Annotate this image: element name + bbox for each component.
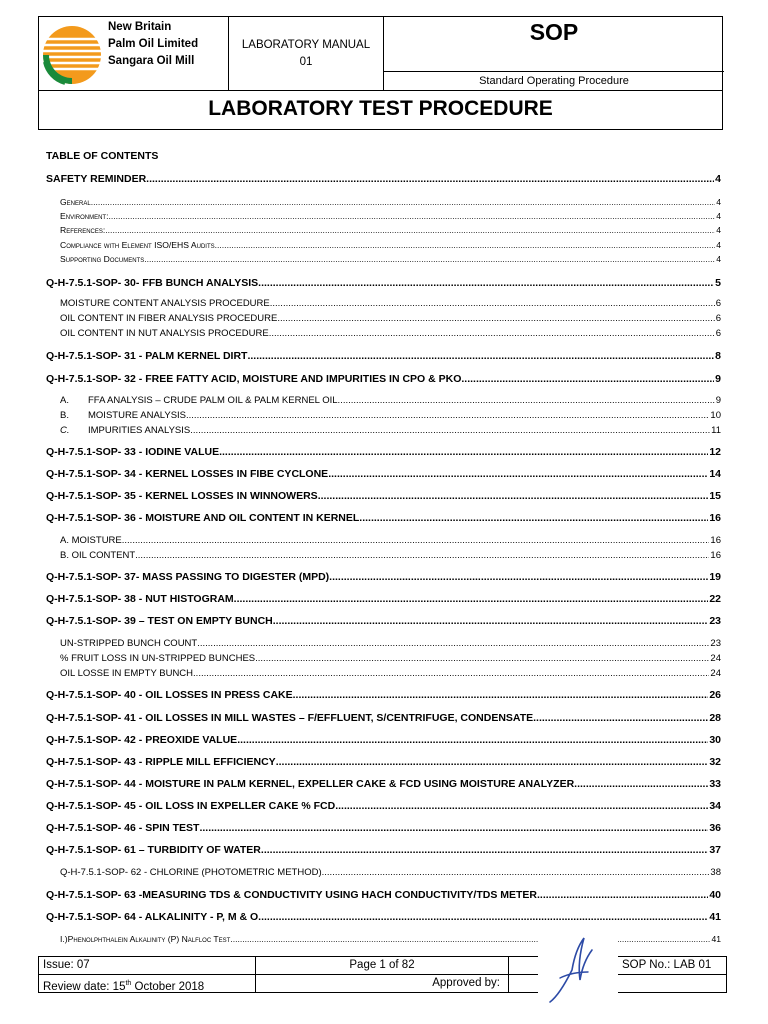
toc-entry[interactable] (46, 755, 721, 769)
toc-entry-label: Q-H-7.5.1-SOP- 34 - KERNEL LOSSES IN FIBE CYCLONE (46, 468, 329, 480)
company-line-2: Palm Oil Limited (108, 38, 199, 50)
review-date-prefix: Review date: 15 (43, 980, 126, 993)
toc-entry-page: 24 (710, 653, 721, 664)
toc-entry[interactable] (46, 688, 721, 702)
toc-entry[interactable] (60, 210, 721, 222)
toc-entry-page: 36 (709, 822, 721, 834)
toc-entry-page: 22 (709, 593, 721, 605)
toc-entry-label: Q-H-7.5.1-SOP- 41 - OIL LOSSES IN MILL WASTES – F/EFFLUENT, S/CENTRIFUGE, CONDENSATE (46, 712, 534, 724)
toc-entry-marker: C. (60, 425, 70, 436)
toc-entry-label: SAFETY REMINDER (46, 173, 147, 185)
toc-entry[interactable] (60, 667, 721, 680)
toc-entry[interactable] (46, 910, 721, 924)
toc-entry-label: Q-H-7.5.1-SOP- 38 - NUT HISTOGRAM (46, 593, 234, 605)
toc-entry[interactable] (60, 239, 721, 251)
toc-entry-label: Q-H-7.5.1-SOP- 44 - MOISTURE IN PALM KERNEL, EXPELLER CAKE & FCD USING MOISTURE ANALYZER (46, 778, 575, 790)
toc-entry[interactable] (46, 276, 721, 290)
toc-entry-label: Q-H-7.5.1-SOP- 30- FFB BUNCH ANALYSIS (46, 277, 259, 289)
page-number-cell: Page 1 of 82 (255, 956, 509, 975)
toc-entry[interactable] (46, 843, 721, 857)
toc-entry[interactable] (46, 799, 721, 813)
toc-entry-page: 37 (709, 844, 721, 856)
toc-entry-label: Q-H-7.5.1-SOP- 63 -MEASURING TDS & CONDUCTIVITY USING HACH CONDUCTIVITY/TDS METER (46, 889, 538, 901)
toc-entry-page: 6 (715, 313, 721, 324)
toc-entry-label: Q-H-7.5.1-SOP- 35 - KERNEL LOSSES IN WINNOWERS (46, 490, 318, 502)
toc-entry-label: A. MOISTURE (60, 535, 122, 546)
company-logo (39, 22, 105, 88)
blank-cell-bottom (617, 974, 727, 993)
toc-entry-page: 40 (709, 889, 721, 901)
toc-entry-page: 16 (709, 512, 721, 524)
toc-entry-page: 4 (716, 225, 721, 235)
toc-entry-page: 30 (709, 734, 721, 746)
toc-entry-label: Q-H-7.5.1-SOP- 39 – TEST ON EMPTY BUNCH (46, 615, 273, 627)
toc-entry-label: Environment: (60, 211, 109, 221)
approved-by-cell: Approved by: (255, 974, 509, 993)
toc-entry-marker: B. (60, 410, 69, 421)
toc-entry-page: 24 (710, 668, 721, 679)
toc-entry[interactable] (46, 821, 721, 835)
toc-entry-page: 6 (715, 298, 721, 309)
toc-entry-page: 4 (716, 254, 721, 264)
toc-entry-page: 41 (711, 934, 721, 944)
toc-entry-page: 11 (711, 425, 721, 436)
toc-entry-page: 5 (715, 277, 721, 289)
toc-entry-page: 4 (715, 173, 721, 185)
toc-entry-label: Q-H-7.5.1-SOP- 64 - ALKALINITY - P, M & O (46, 911, 259, 923)
review-date-sup: th (125, 980, 132, 987)
toc-entry-page: 26 (709, 689, 721, 701)
toc-entry-page: 34 (709, 800, 721, 812)
document-header (38, 16, 723, 130)
toc-entry-page: 4 (716, 240, 721, 250)
toc-entry-label: References: (60, 225, 106, 235)
toc-entry[interactable] (46, 614, 721, 628)
toc-entry-label: Q-H-7.5.1-SOP- 32 - FREE FATTY ACID, MOISTURE AND IMPURITIES IN CPO & PKO (46, 373, 462, 385)
toc-entry-label: Q-H-7.5.1-SOP- 61 – TURBIDITY OF WATER (46, 844, 261, 856)
toc-entry-label: Q-H-7.5.1-SOP- 36 - MOISTURE AND OIL CONTENT IN KERNEL (46, 512, 360, 524)
toc-entry-page: 4 (716, 197, 721, 207)
sop-number-cell: SOP No.: LAB 01 (617, 956, 727, 975)
toc-entry-label: OIL CONTENT IN NUT ANALYSIS PROCEDURE (60, 328, 269, 339)
toc-entry[interactable] (60, 327, 721, 340)
toc-entry-label: Q-H-7.5.1-SOP- 37- MASS PASSING TO DIGESTER (MPD) (46, 571, 330, 583)
toc-entry[interactable] (46, 888, 721, 902)
company-line-3: Sangara Oil Mill (108, 55, 195, 67)
toc-entry-page: 16 (710, 550, 721, 561)
toc-entry[interactable] (60, 409, 721, 422)
toc-entry-label: MOISTURE ANALYSIS (88, 410, 187, 421)
toc-entry[interactable] (46, 467, 721, 481)
sop-heading: SOP (384, 17, 724, 72)
toc-entry[interactable] (60, 866, 721, 879)
company-line-1: New Britain (108, 21, 172, 33)
toc-entry[interactable] (60, 224, 721, 236)
manual-number: 01 (299, 55, 313, 68)
toc-entry-label: Q-H-7.5.1-SOP- 43 - RIPPLE MILL EFFICIENCY (46, 756, 276, 768)
toc-entry-label: Q-H-7.5.1-SOP- 40 - OIL LOSSES IN PRESS CAKE (46, 689, 293, 701)
toc-entry-marker: A. (60, 395, 69, 406)
toc-entry-label: Q-H-7.5.1-SOP- 31 - PALM KERNEL DIRT (46, 350, 248, 362)
toc-entry[interactable] (60, 394, 721, 407)
toc-entry[interactable] (46, 733, 721, 747)
toc-entry-page: 32 (709, 756, 721, 768)
toc-entry-label: OIL LOSSE IN EMPTY BUNCH (60, 668, 194, 679)
toc-title: TABLE OF CONTENTS (46, 150, 159, 162)
toc-entry-label: UN-STRIPPED BUNCH COUNT (60, 638, 198, 649)
toc-entry-page: 12 (709, 446, 721, 458)
toc-entry-label: I.)Phenolphthalein Alkalinity (P) Nalfloc Test (60, 934, 231, 944)
toc-entry-label: % FRUIT LOSS IN UN-STRIPPED BUNCHES (60, 653, 256, 664)
toc-entry-label: IMPURITIES ANALYSIS (88, 425, 191, 436)
toc-entry-page: 4 (716, 211, 721, 221)
toc-entry[interactable] (46, 711, 721, 725)
toc-entry[interactable] (60, 933, 721, 945)
toc-entry-label: OIL CONTENT IN FIBER ANALYSIS PROCEDURE (60, 313, 278, 324)
toc-entry-page: 14 (709, 468, 721, 480)
toc-entry[interactable] (60, 534, 721, 547)
review-date-suffix: October 2018 (131, 980, 205, 993)
toc-entry[interactable] (46, 570, 721, 584)
toc-entry[interactable] (60, 424, 721, 437)
toc-entry-page: 19 (709, 571, 721, 583)
toc-entry[interactable] (46, 349, 721, 363)
toc-entry[interactable] (60, 312, 721, 325)
toc-entry-label: Compliance with Element ISO/EHS Audits (60, 240, 215, 250)
toc-entry[interactable] (46, 372, 721, 386)
toc-entry-label: Q-H-7.5.1-SOP- 45 - OIL LOSS IN EXPELLER CAKE % FCD (46, 800, 336, 812)
toc-entry[interactable] (46, 511, 721, 525)
toc-entry[interactable] (60, 652, 721, 665)
toc-entry[interactable] (46, 172, 721, 186)
toc-entry-label: FFA ANALYSIS – CRUDE PALM OIL & PALM KERNEL OIL (88, 395, 338, 406)
toc-entry-page: 6 (715, 328, 721, 339)
toc-entry-page: 33 (709, 778, 721, 790)
toc-entry-page: 9 (715, 373, 721, 385)
toc-entry-page: 23 (710, 638, 721, 649)
toc-entry-label: Supporting Documents (60, 254, 145, 264)
toc-entry-page: 9 (715, 395, 721, 406)
toc-entry[interactable] (46, 592, 721, 606)
review-date-cell (38, 974, 256, 993)
signature-image (538, 928, 618, 1008)
toc-entry[interactable] (46, 777, 721, 791)
toc-entry[interactable] (60, 297, 721, 310)
company-name (108, 19, 198, 70)
toc-entry-label: Q-H-7.5.1-SOP- 46 - SPIN TEST (46, 822, 200, 834)
toc-entry[interactable] (46, 489, 721, 503)
toc-entry-page: 28 (709, 712, 721, 724)
toc-entry-page: 8 (715, 350, 721, 362)
toc-entry-page: 15 (709, 490, 721, 502)
sop-subtitle: Standard Operating Procedure (479, 75, 629, 87)
toc-entry-label: General (60, 197, 91, 207)
toc-entry-page: 41 (709, 911, 721, 923)
document-title: LABORATORY TEST PROCEDURE (39, 90, 722, 130)
manual-cell (229, 17, 384, 90)
toc-entry-label: Q-H-7.5.1-SOP- 42 - PREOXIDE VALUE (46, 734, 238, 746)
toc-entry[interactable] (46, 445, 721, 459)
toc-entry-page: 38 (710, 867, 721, 878)
issue-cell: Issue: 07 (38, 956, 256, 975)
company-block (39, 17, 229, 90)
toc-entry[interactable] (60, 637, 721, 650)
toc-entry-label: MOISTURE CONTENT ANALYSIS PROCEDURE (60, 298, 270, 309)
toc-entry[interactable] (60, 253, 721, 265)
toc-entry-label: B. OIL CONTENT (60, 550, 136, 561)
toc-entry-page: 10 (710, 410, 721, 421)
toc-entry[interactable] (60, 549, 721, 562)
toc-entry-page: 23 (709, 615, 721, 627)
toc-entry-label: Q-H-7.5.1-SOP- 62 - CHLORINE (PHOTOMETRIC METHOD) (60, 867, 322, 878)
toc-entry-label: Q-H-7.5.1-SOP- 33 - IODINE VALUE (46, 446, 220, 458)
toc-entry[interactable] (60, 196, 721, 208)
document-footer (38, 956, 727, 993)
toc-entry-page: 16 (710, 535, 721, 546)
manual-title: LABORATORY MANUAL (241, 38, 371, 51)
